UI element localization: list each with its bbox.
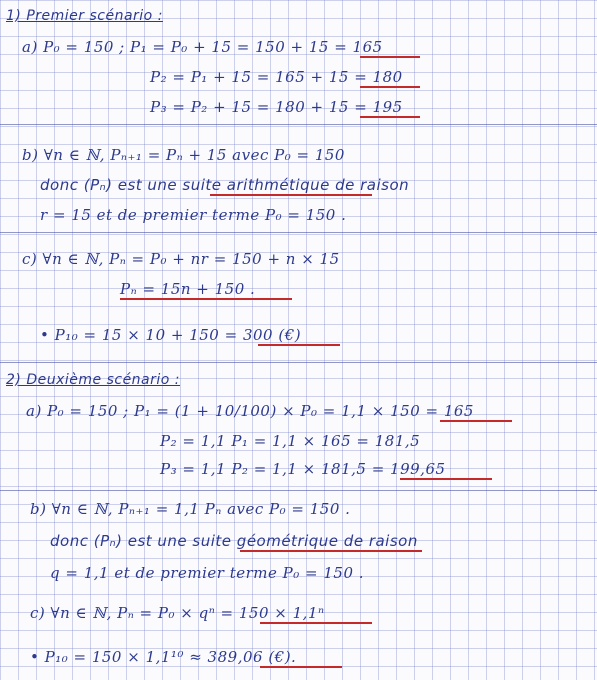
part1-c-line2: Pₙ = 15n + 150 .: [120, 280, 256, 298]
part2-title: 2) Deuxième scénario :: [6, 372, 181, 388]
part1-a-line3: P₃ = P₂ + 15 = 180 + 15 = 195: [150, 98, 403, 116]
result-underline: [400, 478, 492, 480]
part2-b-line1: b) ∀n ∈ ℕ, Pₙ₊₁ = 1,1 Pₙ avec P₀ = 150 .: [30, 500, 351, 518]
part1-b-line3: r = 15 et de premier terme P₀ = 150 .: [40, 206, 347, 224]
result-underline: [360, 116, 420, 118]
part2-b-line3: q = 1,1 et de premier terme P₀ = 150 .: [50, 564, 365, 582]
result-underline: [120, 298, 292, 300]
part1-c-line1: c) ∀n ∈ ℕ, Pₙ = P₀ + nr = 150 + n × 15: [22, 250, 340, 268]
result-underline: [440, 420, 512, 422]
result-underline: [360, 86, 420, 88]
part2-a-line1: a) P₀ = 150 ; P₁ = (1 + 10/100) × P₀ = 1,1 × 150 = 165: [26, 402, 474, 420]
part1-a-line2: P₂ = P₁ + 15 = 165 + 15 = 180: [150, 68, 403, 86]
part1-b-line2: donc (Pₙ) est une suite arithmétique de raison: [40, 176, 410, 194]
result-underline: [360, 56, 420, 58]
part2-a-line3: P₃ = 1,1 P₂ = 1,1 × 181,5 = 199,65: [160, 460, 446, 478]
result-underline: [258, 344, 340, 346]
part1-b-line1: b) ∀n ∈ ℕ, Pₙ₊₁ = Pₙ + 15 avec P₀ = 150: [22, 146, 345, 164]
part2-a-line2: P₂ = 1,1 P₁ = 1,1 × 165 = 181,5: [160, 432, 421, 450]
part2-b-line2: donc (Pₙ) est une suite géométrique de raison: [50, 532, 418, 550]
part1-a-line1: a) P₀ = 150 ; P₁ = P₀ + 15 = 150 + 15 = 165: [22, 38, 383, 56]
separator: [0, 490, 597, 491]
separator: [0, 362, 597, 363]
part1-title: 1) Premier scénario :: [6, 8, 163, 24]
result-underline: [260, 666, 342, 668]
separator: [0, 124, 597, 125]
part1-d-line1: • P₁₀ = 15 × 10 + 150 = 300 (€): [40, 326, 302, 344]
part2-c-line1: c) ∀n ∈ ℕ, Pₙ = P₀ × qⁿ = 150 × 1,1ⁿ: [30, 604, 325, 622]
result-underline: [210, 194, 372, 196]
part2-d-line1: • P₁₀ = 150 × 1,1¹⁰ ≈ 389,06 (€).: [30, 648, 297, 666]
separator: [0, 232, 597, 233]
result-underline: [260, 622, 372, 624]
result-underline: [240, 550, 422, 552]
